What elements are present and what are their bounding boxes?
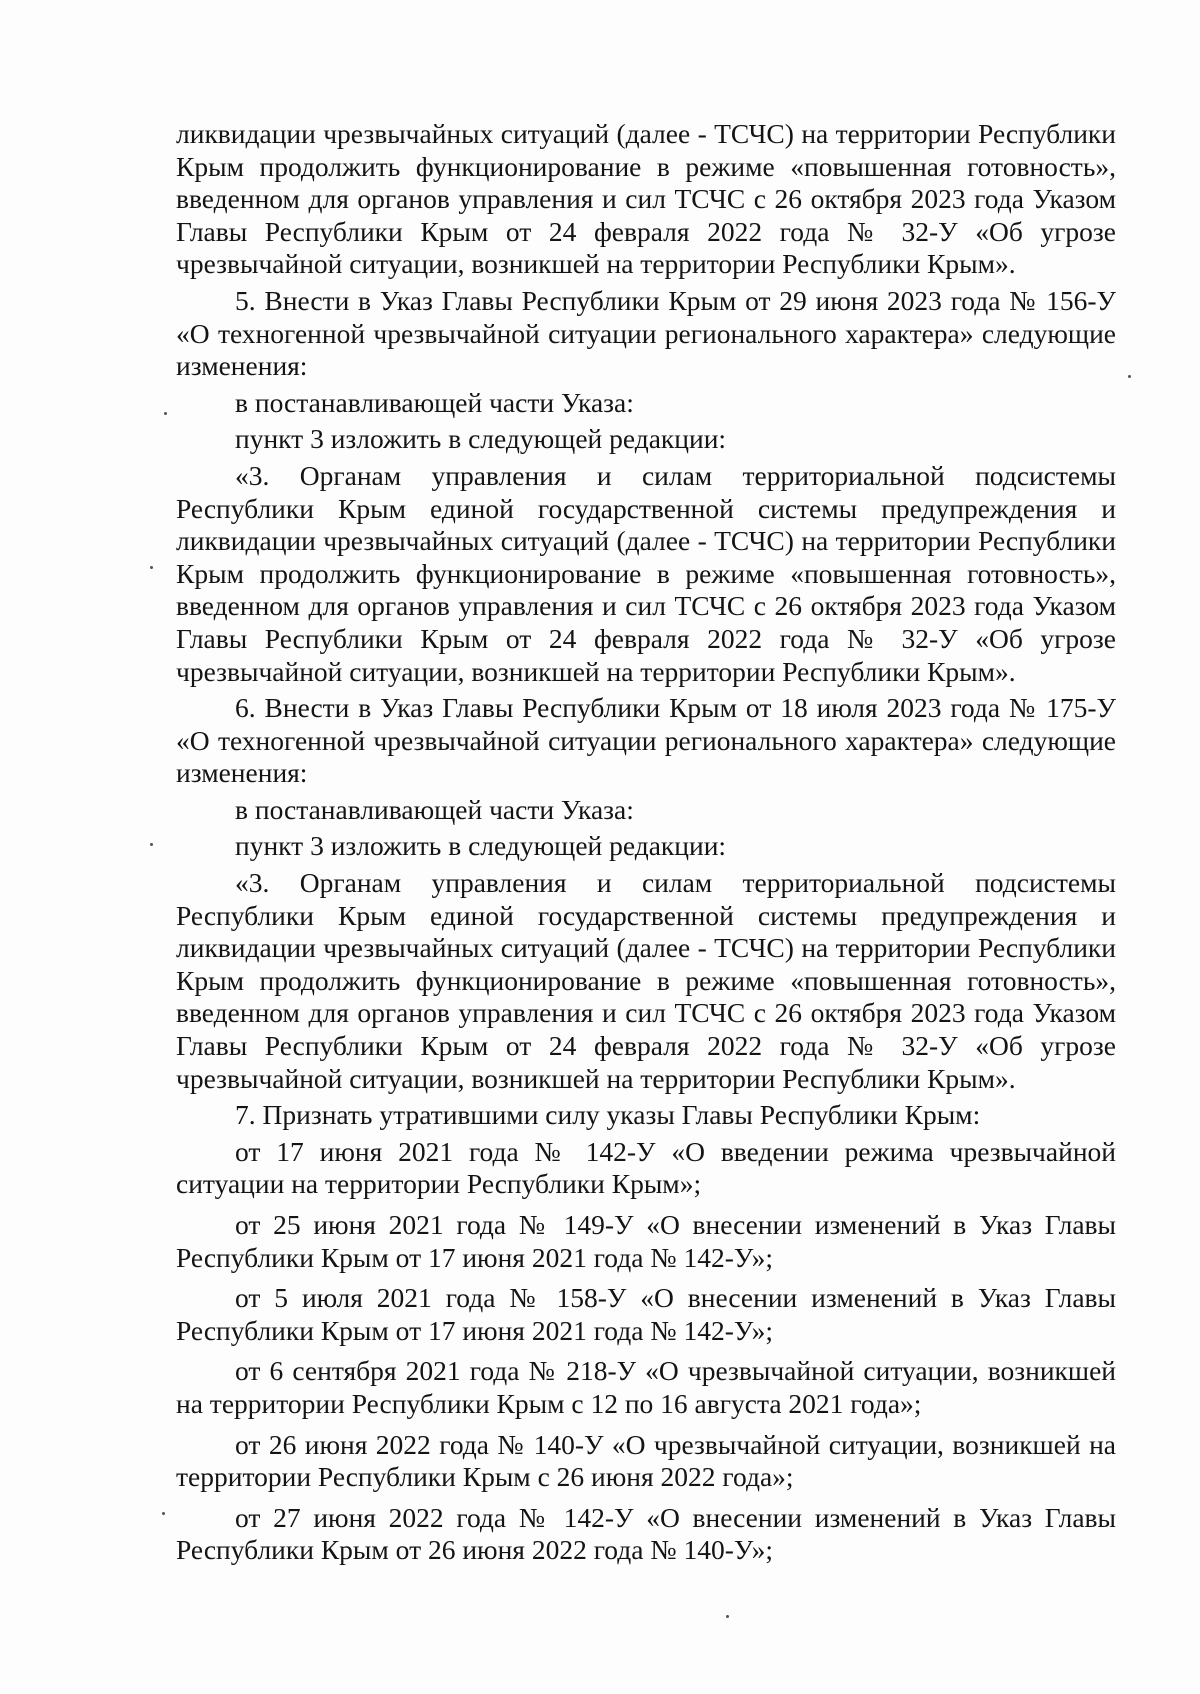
paragraph-item-7: 7. Признать утратившими силу указы Главы Республики Крым:: [235, 1099, 981, 1131]
paragraph-item-6-quote: «3. Органам управления и силам территориальной подсистемы Республики Крым единой государственной системы предупреждения и ликвидации чрезвычайных ситуаций (далее - ТСЧС) на территории Республики Крым продолжить функционирование в режиме «повышенная готовность», введенном для органов управления и сил ТСЧС с 26 октября 2023 года Указом Главы Республики Крым от 24 февраля 2022 года № 32-У «Об угрозе чрезвычайной ситуации, возникшей на территории Республики Крым».: [176, 867, 1116, 1094]
paragraph-item-5: 5. Внести в Указ Главы Республики Крым от 29 июня 2023 года № 156-У «О техногенной чрезвычайной ситуации регионального характера» следующие изменения:: [176, 284, 1116, 382]
paragraph-item-5-quote: «3. Органам управления и силам территориальной подсистемы Республики Крым единой государственной системы предупреждения и ликвидации чрезвычайных ситуаций (далее - ТСЧС) на территории Республики Крым продолжить функционирование в режиме «повышенная готовность», введенном для органов управления и сил ТСЧС с 26 октября 2023 года Указом Главы Республики Крым от 24 февраля 2022 года № 32-У «Об угрозе чрезвычайной ситуации, возникшей на территории Республики Крым».: [176, 459, 1116, 687]
paragraph-continuation: ликвидации чрезвычайных ситуаций (далее - ТСЧС) на территории Республики Крым продолжить функционирование в режиме «повышенная готовность», введенном для органов управления и сил ТСЧС с 26 октября 2023 года Указом Главы Республики Крым от 24 февраля 2022 года № 32-У «Об угрозе чрезвычайной ситуации, возникшей на территории Республики Крым».: [176, 118, 1116, 280]
paragraph-item-6-clause: пункт 3 изложить в следующей редакции:: [235, 830, 727, 862]
document-body: [176, 118, 1116, 1567]
scan-speck: [164, 412, 167, 415]
repealed-decree-item: от 5 июля 2021 года № 158-У «О внесении изменений в Указ Главы Республики Крым от 17 июня 2021 года № 142-У»;: [176, 1282, 1116, 1346]
repealed-decree-item: от 6 сентября 2021 года № 218-У «О чрезвычайной ситуации, возникшей на территории Республики Крым с 12 по 16 августа 2021 года»;: [176, 1355, 1116, 1419]
repealed-decree-item: от 27 июня 2022 года № 142-У «О внесении изменений в Указ Главы Республики Крым от 26 июня 2022 года № 140-У»;: [176, 1501, 1116, 1566]
paragraph-item-6: 6. Внести в Указ Главы Республики Крым от 18 июля 2023 года № 175-У «О техногенной чрезвычайной ситуации регионального характера» следующие изменения:: [176, 692, 1116, 789]
repealed-decree-item: от 17 июня 2021 года № 142-У «О введении режима чрезвычайной ситуации на территории Республики Крым»;: [176, 1135, 1116, 1200]
paragraph-item-5-clause: пункт 3 изложить в следующей редакции:: [235, 423, 727, 455]
scan-speck: [150, 843, 153, 846]
repealed-decree-item: от 26 июня 2022 года № 140-У «О чрезвычайной ситуации, возникшей на территории Республики Крым с 26 июня 2022 года»;: [176, 1428, 1116, 1493]
scan-speck: [150, 566, 153, 569]
scan-speck: [162, 1512, 165, 1515]
scan-speck: [1128, 375, 1131, 378]
paragraph-item-5-part: в постанавливающей части Указа:: [235, 386, 634, 418]
paragraph-item-6-part: в постанавливающей части Указа:: [235, 793, 634, 825]
scan-speck: [726, 1615, 729, 1618]
repealed-decree-item: от 25 июня 2021 года № 149-У «О внесении изменений в Указ Главы Республики Крым от 17 июня 2021 года № 142-У»;: [176, 1209, 1116, 1273]
